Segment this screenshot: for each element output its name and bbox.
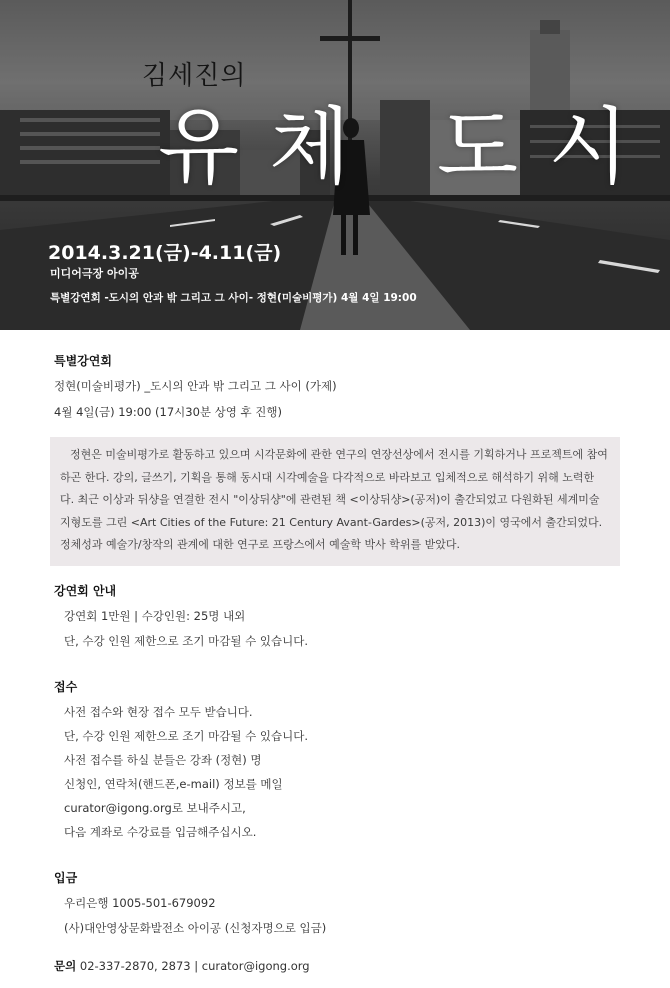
- deposit-heading: 입금: [54, 870, 78, 885]
- reception-line: 신청인, 연락처(핸드폰,e-mail) 정보를 메일: [64, 776, 283, 791]
- lecture-line-2: 4월 4일(금) 19:00 (17시30분 상영 후 진행): [54, 405, 283, 419]
- reception-line: 다음 계좌로 수강료를 입금해주십시오.: [64, 824, 257, 839]
- hero-special-lecture: 특별강연회 -도시의 안과 밖 그리고 그 사이- 정현(미술비평가) 4월 4일 19:00: [50, 292, 417, 304]
- contact-label: 문의: [54, 958, 77, 973]
- hero-dates: 2014.3.21(금)-4.11(금): [48, 242, 282, 264]
- reception-line: 사전 접수와 현장 접수 모두 받습니다.: [64, 704, 253, 719]
- hero-subtitle: 김세진의: [142, 61, 247, 91]
- deposit-line: (사)대안영상문화발전소 아이공 (신청자명으로 입금): [64, 920, 327, 935]
- content: [0, 330, 670, 977]
- contact-text: 02-337-2870, 2873 | curator@igong.org: [79, 958, 310, 973]
- lecture-line-1: 정현(미술비평가) _도시의 안과 밖 그리고 그 사이 (가제): [54, 379, 337, 393]
- guide-heading: 강연회 안내: [54, 583, 117, 598]
- reception-line: 단, 수강 인원 제한으로 조기 마감될 수 있습니다.: [64, 728, 308, 743]
- guide-line: 강연회 1만원 | 수강인원: 25명 내외: [64, 608, 246, 623]
- guide-line: 단, 수강 인원 제한으로 조기 마감될 수 있습니다.: [64, 633, 308, 648]
- hero-title: 유체 도시: [158, 98, 660, 196]
- hero-venue: 미디어극장 아이공: [50, 267, 139, 280]
- deposit-line: 우리은행 1005-501-679092: [64, 895, 216, 910]
- reception-line: curator@igong.org로 보내주시고,: [64, 800, 246, 815]
- hero-banner: [0, 0, 670, 330]
- contact-info: [54, 955, 670, 977]
- lecture-heading: 특별강연회: [54, 354, 112, 368]
- reception-heading: 접수: [54, 679, 78, 694]
- speaker-bio: 정현은 미술비평가로 활동하고 있으며 시각문화에 관한 연구의 연장선상에서 전시를 기획하거나 프로젝트에 참여하곤 한다. 강의, 글쓰기, 기획을 통해 동시대 시각예술을 다각적으로 바라보고 입체적으로 해석하기 위해 노력한다. 최근 이상과 뒤샹을 연결한 전시 "이상뒤샹"에 관련된 책 <이상뒤샹>(공저)이 출간되었고 다원화된 세계미술지형도를 그린 <Art Cities of the Future: 21 Century Avant-Gardes>(공저, 2013)이 영국에서 출간되었다. 정체성과 예술가/창작의 관계에 대한 연구로 프랑스에서 예술학 박사 학위를 받았다.: [50, 437, 620, 566]
- reception-line: 사전 접수를 하실 분들은 강좌 (정현) 명: [64, 752, 262, 767]
